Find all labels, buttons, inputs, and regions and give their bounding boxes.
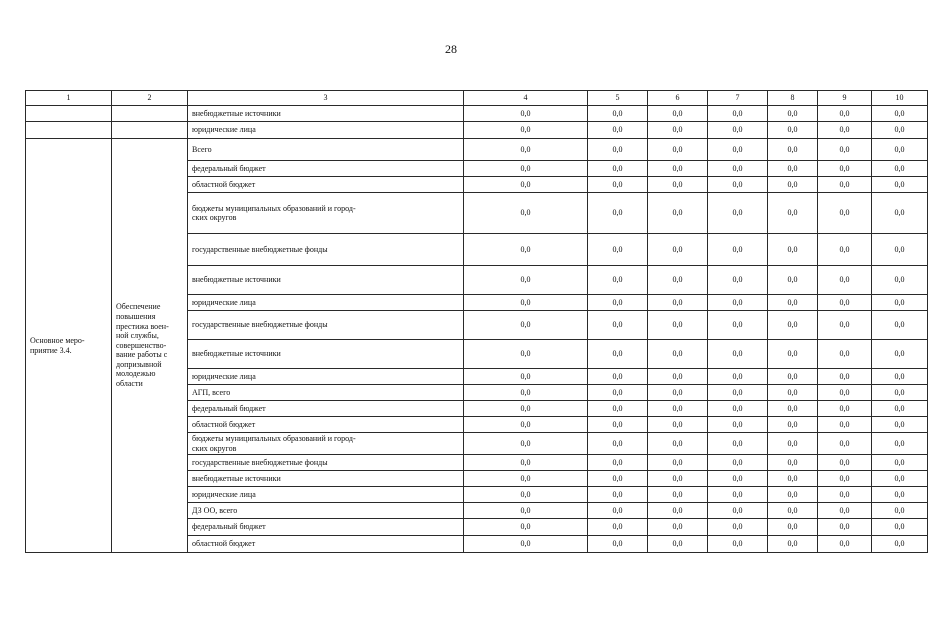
value-cell: 0,0 [818,519,872,536]
value-cell: 0,0 [464,311,588,340]
value-cell: 0,0 [872,455,928,471]
value-cell: 0,0 [872,106,928,122]
funding-source-label: внебюджетные источники [188,266,464,295]
value-cell: 0,0 [588,417,648,433]
funding-source-label: государственные внебюджетные фонды [188,455,464,471]
column-header-row [26,91,928,106]
value-cell: 0,0 [708,455,768,471]
value-cell: 0,0 [818,503,872,519]
value-cell: 0,0 [872,417,928,433]
funding-source-label: областной бюджет [188,177,464,193]
value-cell: 0,0 [464,536,588,553]
value-cell: 0,0 [872,536,928,553]
column-header: 6 [648,91,708,106]
value-cell: 0,0 [648,487,708,503]
column-header: 3 [188,91,464,106]
value-cell: 0,0 [872,295,928,311]
value-cell: 0,0 [768,177,818,193]
value-cell: 0,0 [464,487,588,503]
value-cell: 0,0 [818,139,872,161]
value-cell: 0,0 [818,536,872,553]
measure-title-cell: Основное меро- приятие 3.4. [26,139,112,553]
funding-source-label: юридические лица [188,487,464,503]
column-header: 8 [768,91,818,106]
value-cell: 0,0 [872,369,928,385]
value-cell: 0,0 [464,234,588,266]
funding-source-label: Всего [188,139,464,161]
empty-cell [112,122,188,139]
value-cell: 0,0 [648,177,708,193]
value-cell: 0,0 [648,340,708,369]
table-body [26,91,928,553]
value-cell: 0,0 [648,536,708,553]
value-cell: 0,0 [708,122,768,139]
value-cell: 0,0 [648,161,708,177]
table-row [26,139,928,161]
empty-cell [26,122,112,139]
value-cell: 0,0 [768,536,818,553]
value-cell: 0,0 [708,295,768,311]
value-cell: 0,0 [464,295,588,311]
value-cell: 0,0 [464,266,588,295]
value-cell: 0,0 [648,417,708,433]
value-cell: 0,0 [464,433,588,455]
value-cell: 0,0 [818,161,872,177]
funding-source-label: областной бюджет [188,417,464,433]
value-cell: 0,0 [818,369,872,385]
value-cell: 0,0 [768,295,818,311]
value-cell: 0,0 [588,369,648,385]
funding-source-label: государственные внебюджетные фонды [188,311,464,340]
value-cell: 0,0 [768,487,818,503]
value-cell: 0,0 [464,139,588,161]
value-cell: 0,0 [818,295,872,311]
value-cell: 0,0 [464,106,588,122]
value-cell: 0,0 [648,455,708,471]
value-cell: 0,0 [818,455,872,471]
value-cell: 0,0 [818,234,872,266]
value-cell: 0,0 [464,401,588,417]
value-cell: 0,0 [768,455,818,471]
value-cell: 0,0 [708,139,768,161]
value-cell: 0,0 [818,122,872,139]
value-cell: 0,0 [588,106,648,122]
value-cell: 0,0 [464,193,588,234]
column-header: 5 [588,91,648,106]
value-cell: 0,0 [768,369,818,385]
value-cell: 0,0 [648,401,708,417]
value-cell: 0,0 [872,139,928,161]
value-cell: 0,0 [708,369,768,385]
value-cell: 0,0 [708,471,768,487]
value-cell: 0,0 [588,177,648,193]
value-cell: 0,0 [588,471,648,487]
value-cell: 0,0 [708,266,768,295]
funding-source-label: внебюджетные источники [188,106,464,122]
value-cell: 0,0 [818,340,872,369]
value-cell: 0,0 [708,311,768,340]
funding-source-label: федеральный бюджет [188,161,464,177]
value-cell: 0,0 [588,401,648,417]
funding-source-label: ДЗ ОО, всего [188,503,464,519]
value-cell: 0,0 [648,369,708,385]
value-cell: 0,0 [818,193,872,234]
funding-source-label: областной бюджет [188,536,464,553]
value-cell: 0,0 [708,536,768,553]
value-cell: 0,0 [588,139,648,161]
value-cell: 0,0 [588,340,648,369]
funding-source-label: государственные внебюджетные фонды [188,234,464,266]
value-cell: 0,0 [768,311,818,340]
value-cell: 0,0 [768,401,818,417]
value-cell: 0,0 [588,503,648,519]
value-cell: 0,0 [872,122,928,139]
value-cell: 0,0 [464,161,588,177]
value-cell: 0,0 [648,106,708,122]
value-cell: 0,0 [648,519,708,536]
value-cell: 0,0 [464,369,588,385]
value-cell: 0,0 [588,487,648,503]
value-cell: 0,0 [768,417,818,433]
value-cell: 0,0 [872,519,928,536]
page-number: 28 [445,42,457,56]
value-cell: 0,0 [708,519,768,536]
value-cell: 0,0 [464,455,588,471]
value-cell: 0,0 [818,417,872,433]
value-cell: 0,0 [648,471,708,487]
value-cell: 0,0 [648,311,708,340]
value-cell: 0,0 [464,122,588,139]
funding-source-label: бюджеты муниципальных образований и город- ских округов [188,433,464,455]
value-cell: 0,0 [768,519,818,536]
value-cell: 0,0 [708,433,768,455]
value-cell: 0,0 [648,503,708,519]
column-header: 1 [26,91,112,106]
value-cell: 0,0 [708,106,768,122]
funding-source-label: юридические лица [188,122,464,139]
value-cell: 0,0 [588,266,648,295]
value-cell: 0,0 [768,139,818,161]
value-cell: 0,0 [768,122,818,139]
value-cell: 0,0 [464,471,588,487]
value-cell: 0,0 [818,471,872,487]
value-cell: 0,0 [818,106,872,122]
budget-table [25,90,928,553]
value-cell: 0,0 [872,340,928,369]
value-cell: 0,0 [872,433,928,455]
value-cell: 0,0 [588,433,648,455]
value-cell: 0,0 [872,471,928,487]
value-cell: 0,0 [588,234,648,266]
funding-source-label: юридические лица [188,369,464,385]
value-cell: 0,0 [708,193,768,234]
value-cell: 0,0 [588,385,648,401]
funding-source-label: юридические лица [188,295,464,311]
table-row [26,122,928,139]
value-cell: 0,0 [768,106,818,122]
funding-source-label: внебюджетные источники [188,340,464,369]
value-cell: 0,0 [464,417,588,433]
value-cell: 0,0 [768,471,818,487]
value-cell: 0,0 [648,122,708,139]
value-cell: 0,0 [818,266,872,295]
value-cell: 0,0 [872,234,928,266]
value-cell: 0,0 [872,311,928,340]
value-cell: 0,0 [768,266,818,295]
value-cell: 0,0 [872,385,928,401]
value-cell: 0,0 [588,193,648,234]
value-cell: 0,0 [648,139,708,161]
value-cell: 0,0 [648,234,708,266]
column-header: 9 [818,91,872,106]
value-cell: 0,0 [768,161,818,177]
value-cell: 0,0 [818,385,872,401]
column-header: 4 [464,91,588,106]
value-cell: 0,0 [464,519,588,536]
value-cell: 0,0 [872,401,928,417]
value-cell: 0,0 [588,122,648,139]
value-cell: 0,0 [872,266,928,295]
value-cell: 0,0 [768,503,818,519]
funding-source-label: внебюджетные источники [188,471,464,487]
column-header: 7 [708,91,768,106]
funding-source-label: бюджеты муниципальных образований и город- ских округов [188,193,464,234]
value-cell: 0,0 [464,503,588,519]
value-cell: 0,0 [648,193,708,234]
value-cell: 0,0 [768,385,818,401]
value-cell: 0,0 [708,417,768,433]
funding-source-label: федеральный бюджет [188,401,464,417]
value-cell: 0,0 [818,401,872,417]
value-cell: 0,0 [464,385,588,401]
value-cell: 0,0 [768,340,818,369]
value-cell: 0,0 [588,161,648,177]
value-cell: 0,0 [708,340,768,369]
measure-description-cell: Обеспечение повышения престижа воен- ной службы, совершенство- вание работы с допризывной молодежью области [112,139,188,553]
value-cell: 0,0 [588,295,648,311]
value-cell: 0,0 [818,487,872,503]
value-cell: 0,0 [708,401,768,417]
value-cell: 0,0 [708,487,768,503]
value-cell: 0,0 [872,177,928,193]
value-cell: 0,0 [708,385,768,401]
column-header: 10 [872,91,928,106]
value-cell: 0,0 [708,177,768,193]
value-cell: 0,0 [872,487,928,503]
value-cell: 0,0 [588,519,648,536]
value-cell: 0,0 [818,433,872,455]
value-cell: 0,0 [708,503,768,519]
value-cell: 0,0 [872,193,928,234]
value-cell: 0,0 [588,455,648,471]
value-cell: 0,0 [588,311,648,340]
value-cell: 0,0 [648,295,708,311]
funding-source-label: федеральный бюджет [188,519,464,536]
value-cell: 0,0 [768,234,818,266]
column-header: 2 [112,91,188,106]
empty-cell [112,106,188,122]
value-cell: 0,0 [464,177,588,193]
value-cell: 0,0 [872,161,928,177]
value-cell: 0,0 [768,193,818,234]
value-cell: 0,0 [708,161,768,177]
value-cell: 0,0 [818,177,872,193]
value-cell: 0,0 [648,266,708,295]
value-cell: 0,0 [768,433,818,455]
value-cell: 0,0 [708,234,768,266]
value-cell: 0,0 [464,340,588,369]
empty-cell [26,106,112,122]
table-row [26,106,928,122]
value-cell: 0,0 [648,433,708,455]
value-cell: 0,0 [818,311,872,340]
value-cell: 0,0 [648,385,708,401]
value-cell: 0,0 [588,536,648,553]
value-cell: 0,0 [872,503,928,519]
funding-source-label: АГП, всего [188,385,464,401]
